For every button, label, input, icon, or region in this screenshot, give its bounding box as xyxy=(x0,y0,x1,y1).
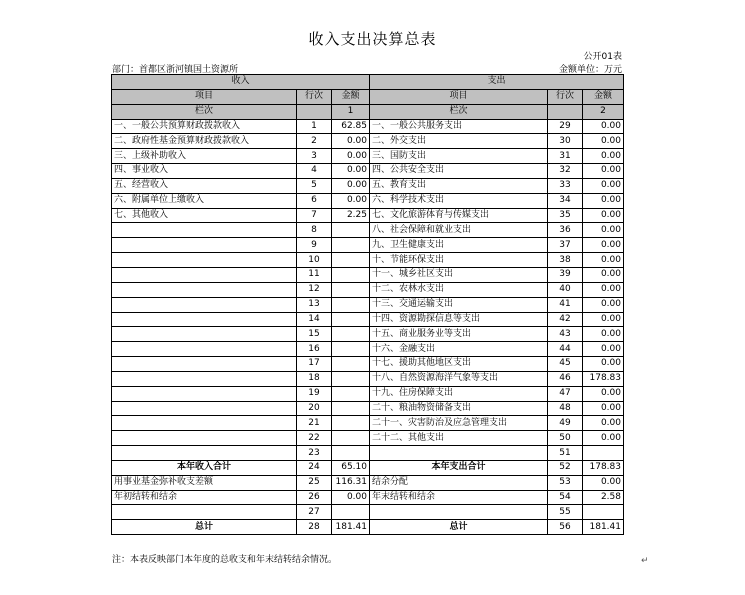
grand-total-expense-label: 总计 xyxy=(370,520,548,535)
expense-row-number: 48 xyxy=(548,401,583,416)
expense-amount-cell: 0.00 xyxy=(583,134,624,149)
income-column-label: 栏次 xyxy=(112,104,297,119)
table-row xyxy=(112,149,624,164)
expense-item-cell: 三、国防支出 xyxy=(370,149,548,164)
expense-row-number: 45 xyxy=(548,357,583,372)
income-item-cell xyxy=(112,282,297,297)
table-row xyxy=(112,357,624,372)
income-item-cell: 用事业基金弥补收支差额 xyxy=(112,475,297,490)
income-item-cell xyxy=(112,297,297,312)
year-income-total-label: 本年收入合计 xyxy=(112,460,297,475)
income-amount-cell xyxy=(332,357,370,372)
expense-amount-cell: 0.00 xyxy=(583,267,624,282)
grand-total-row xyxy=(112,520,624,535)
expense-item-cell: 十七、援助其他地区支出 xyxy=(370,357,548,372)
empty-cell xyxy=(548,104,583,119)
income-column-index: 1 xyxy=(332,104,370,119)
income-amount-cell xyxy=(332,505,370,520)
table-row xyxy=(112,371,624,386)
income-row-number: 11 xyxy=(297,267,332,282)
income-item-cell: 年初结转和结余 xyxy=(112,490,297,505)
table-row xyxy=(112,282,624,297)
expense-row-number: 36 xyxy=(548,223,583,238)
expense-row-number: 38 xyxy=(548,253,583,268)
expense-item-cell: 二十、粮油物资储备支出 xyxy=(370,401,548,416)
expense-item-cell: 十九、住房保障支出 xyxy=(370,386,548,401)
expense-row-number: 41 xyxy=(548,297,583,312)
expense-row-number: 31 xyxy=(548,149,583,164)
expense-amount-cell xyxy=(583,446,624,461)
income-row-number: 19 xyxy=(297,386,332,401)
table-row xyxy=(112,238,624,253)
income-row-number: 17 xyxy=(297,357,332,372)
income-item-cell: 七、其他收入 xyxy=(112,208,297,223)
income-item-cell xyxy=(112,505,297,520)
expense-amount-cell: 0.00 xyxy=(583,119,624,134)
expense-amount-cell: 0.00 xyxy=(583,342,624,357)
expense-amount-cell: 0.00 xyxy=(583,149,624,164)
income-amount-cell: 0.00 xyxy=(332,149,370,164)
income-item-cell xyxy=(112,327,297,342)
income-row-number: 25 xyxy=(297,475,332,490)
expense-amount-cell: 0.00 xyxy=(583,431,624,446)
expense-row-number: 47 xyxy=(548,386,583,401)
expense-item-cell: 四、公共安全支出 xyxy=(370,164,548,179)
year-expense-row-number: 52 xyxy=(548,460,583,475)
income-amount-cell xyxy=(332,371,370,386)
expense-amount-cell: 0.00 xyxy=(583,282,624,297)
expense-item-cell: 五、教育支出 xyxy=(370,178,548,193)
income-row-number: 10 xyxy=(297,253,332,268)
income-item-cell: 五、经营收入 xyxy=(112,178,297,193)
unit-label: 金额单位：万元 xyxy=(558,65,622,75)
table-row xyxy=(112,505,624,520)
year-income-row-number: 24 xyxy=(297,460,332,475)
income-row-number: 1 xyxy=(297,119,332,134)
expense-row-number: 30 xyxy=(548,134,583,149)
expense-item-cell: 十四、资源勘探信息等支出 xyxy=(370,312,548,327)
table-row xyxy=(112,312,624,327)
expense-item-cell xyxy=(370,505,548,520)
income-item-cell xyxy=(112,386,297,401)
table-row xyxy=(112,178,624,193)
expense-item-cell: 十五、商业服务业等支出 xyxy=(370,327,548,342)
income-rowno-header: 行次 xyxy=(297,89,332,104)
income-item-cell xyxy=(112,267,297,282)
expense-amount-cell: 0.00 xyxy=(583,475,624,490)
expense-item-cell: 十二、农林水支出 xyxy=(370,282,548,297)
year-expense-total-amount: 178.83 xyxy=(583,460,624,475)
income-item-cell xyxy=(112,342,297,357)
expense-item-cell: 年末结转和结余 xyxy=(370,490,548,505)
expense-amount-cell: 0.00 xyxy=(583,386,624,401)
income-row-number: 15 xyxy=(297,327,332,342)
income-amount-cell xyxy=(332,327,370,342)
table-row xyxy=(112,223,624,238)
income-item-cell: 六、附属单位上缴收入 xyxy=(112,193,297,208)
column-index-row xyxy=(112,104,624,119)
table-row xyxy=(112,416,624,431)
expense-row-number: 55 xyxy=(548,505,583,520)
expense-amount-cell: 0.00 xyxy=(583,357,624,372)
table-row xyxy=(112,386,624,401)
expense-header: 支出 xyxy=(370,75,624,90)
expense-item-cell: 七、文化旅游体育与传媒支出 xyxy=(370,208,548,223)
income-amount-cell: 0.00 xyxy=(332,178,370,193)
income-amount-cell: 0.00 xyxy=(332,490,370,505)
column-header-row xyxy=(112,89,624,104)
table-row xyxy=(112,193,624,208)
income-amount-cell xyxy=(332,223,370,238)
income-row-number: 18 xyxy=(297,371,332,386)
income-row-number: 9 xyxy=(297,238,332,253)
expense-row-number: 50 xyxy=(548,431,583,446)
income-amount-cell xyxy=(332,342,370,357)
expense-item-cell: 十三、交通运输支出 xyxy=(370,297,548,312)
income-row-number: 4 xyxy=(297,164,332,179)
income-item-cell xyxy=(112,431,297,446)
expense-row-number: 43 xyxy=(548,327,583,342)
income-amount-cell: 0.00 xyxy=(332,164,370,179)
grand-total-income-row-number: 28 xyxy=(297,520,332,535)
income-amount-header: 金额 xyxy=(332,89,370,104)
income-item-cell xyxy=(112,371,297,386)
empty-cell xyxy=(297,104,332,119)
paragraph-mark-icon: ↵ xyxy=(641,556,649,566)
income-expense-table xyxy=(111,74,624,535)
income-amount-cell xyxy=(332,446,370,461)
income-row-number: 16 xyxy=(297,342,332,357)
expense-item-cell: 十八、自然资源海洋气象等支出 xyxy=(370,371,548,386)
expense-row-number: 33 xyxy=(548,178,583,193)
expense-rowno-header: 行次 xyxy=(548,89,583,104)
income-row-number: 22 xyxy=(297,431,332,446)
expense-item-cell: 结余分配 xyxy=(370,475,548,490)
year-expense-total-label: 本年支出合计 xyxy=(370,460,548,475)
expense-row-number: 51 xyxy=(548,446,583,461)
income-amount-cell: 2.25 xyxy=(332,208,370,223)
income-row-number: 20 xyxy=(297,401,332,416)
income-item-cell: 三、上级补助收入 xyxy=(112,149,297,164)
expense-amount-cell: 178.83 xyxy=(583,371,624,386)
income-row-number: 14 xyxy=(297,312,332,327)
expense-amount-cell xyxy=(583,505,624,520)
income-item-cell: 二、政府性基金预算财政拨款收入 xyxy=(112,134,297,149)
footnote: 注：本表反映部门本年度的总收支和年末结转结余情况。 xyxy=(112,555,338,565)
income-row-number: 12 xyxy=(297,282,332,297)
income-item-cell: 一、一般公共预算财政拨款收入 xyxy=(112,119,297,134)
table-row xyxy=(112,490,624,505)
table-row xyxy=(112,297,624,312)
income-item-cell xyxy=(112,223,297,238)
table-row xyxy=(112,327,624,342)
income-row-number: 23 xyxy=(297,446,332,461)
income-row-number: 2 xyxy=(297,134,332,149)
table-row xyxy=(112,475,624,490)
expense-amount-cell: 0.00 xyxy=(583,193,624,208)
expense-amount-cell: 0.00 xyxy=(583,253,624,268)
income-row-number: 26 xyxy=(297,490,332,505)
income-item-cell xyxy=(112,446,297,461)
expense-row-number: 39 xyxy=(548,267,583,282)
expense-item-cell: 十一、城乡社区支出 xyxy=(370,267,548,282)
expense-row-number: 32 xyxy=(548,164,583,179)
income-amount-cell xyxy=(332,401,370,416)
expense-amount-cell: 0.00 xyxy=(583,208,624,223)
expense-row-number: 40 xyxy=(548,282,583,297)
expense-item-cell: 八、社会保障和就业支出 xyxy=(370,223,548,238)
income-header: 收入 xyxy=(112,75,370,90)
income-amount-cell: 0.00 xyxy=(332,193,370,208)
expense-column-index: 2 xyxy=(583,104,624,119)
income-row-number: 5 xyxy=(297,178,332,193)
expense-item-cell: 二、外交支出 xyxy=(370,134,548,149)
department-label: 部门：首都区浙河镇国土资源所 xyxy=(112,65,239,75)
grand-total-expense-row-number: 56 xyxy=(548,520,583,535)
expense-row-number: 53 xyxy=(548,475,583,490)
expense-item-cell: 二十二、其他支出 xyxy=(370,431,548,446)
table-row xyxy=(112,401,624,416)
income-item-cell xyxy=(112,253,297,268)
income-row-number: 6 xyxy=(297,193,332,208)
income-row-number: 7 xyxy=(297,208,332,223)
income-amount-cell xyxy=(332,238,370,253)
expense-amount-cell: 0.00 xyxy=(583,238,624,253)
income-amount-cell xyxy=(332,253,370,268)
expense-amount-cell: 0.00 xyxy=(583,223,624,238)
expense-amount-cell: 0.00 xyxy=(583,297,624,312)
expense-amount-cell: 0.00 xyxy=(583,401,624,416)
income-row-number: 21 xyxy=(297,416,332,431)
income-amount-cell xyxy=(332,267,370,282)
income-amount-cell: 62.85 xyxy=(332,119,370,134)
expense-item-header: 项目 xyxy=(370,89,548,104)
expense-amount-cell: 0.00 xyxy=(583,312,624,327)
income-item-cell xyxy=(112,357,297,372)
expense-amount-cell: 0.00 xyxy=(583,416,624,431)
expense-row-number: 44 xyxy=(548,342,583,357)
expense-row-number: 29 xyxy=(548,119,583,134)
table-row xyxy=(112,119,624,134)
income-row-number: 3 xyxy=(297,149,332,164)
expense-amount-cell: 0.00 xyxy=(583,327,624,342)
income-row-number: 8 xyxy=(297,223,332,238)
grand-total-income-amount: 181.41 xyxy=(332,520,370,535)
expense-amount-cell: 0.00 xyxy=(583,178,624,193)
page-title: 收入支出决算总表 xyxy=(308,30,437,48)
income-amount-cell xyxy=(332,282,370,297)
expense-item-cell: 九、卫生健康支出 xyxy=(370,238,548,253)
income-amount-cell xyxy=(332,431,370,446)
income-amount-cell xyxy=(332,416,370,431)
income-amount-cell xyxy=(332,297,370,312)
income-item-cell xyxy=(112,401,297,416)
expense-row-number: 54 xyxy=(548,490,583,505)
table-row xyxy=(112,342,624,357)
expense-amount-cell: 0.00 xyxy=(583,164,624,179)
expense-row-number: 34 xyxy=(548,193,583,208)
income-amount-cell xyxy=(332,312,370,327)
expense-column-label: 栏次 xyxy=(370,104,548,119)
expense-item-cell: 六、科学技术支出 xyxy=(370,193,548,208)
income-item-cell xyxy=(112,312,297,327)
table-row xyxy=(112,446,624,461)
expense-item-cell: 一、一般公共服务支出 xyxy=(370,119,548,134)
expense-item-cell: 十六、金融支出 xyxy=(370,342,548,357)
income-row-number: 27 xyxy=(297,505,332,520)
expense-row-number: 35 xyxy=(548,208,583,223)
income-amount-cell: 0.00 xyxy=(332,134,370,149)
year-total-row xyxy=(112,460,624,475)
income-item-cell xyxy=(112,238,297,253)
income-amount-cell: 116.31 xyxy=(332,475,370,490)
expense-item-cell: 二十一、灾害防治及应急管理支出 xyxy=(370,416,548,431)
expense-row-number: 46 xyxy=(548,371,583,386)
section-header-row xyxy=(112,75,624,90)
expense-row-number: 37 xyxy=(548,238,583,253)
expense-amount-header: 金额 xyxy=(583,89,624,104)
income-amount-cell xyxy=(332,386,370,401)
table-row xyxy=(112,253,624,268)
grand-total-income-label: 总计 xyxy=(112,520,297,535)
income-item-cell xyxy=(112,416,297,431)
table-row xyxy=(112,208,624,223)
grand-total-expense-amount: 181.41 xyxy=(583,520,624,535)
expense-amount-cell: 2.58 xyxy=(583,490,624,505)
table-row xyxy=(112,431,624,446)
year-income-total-amount: 65.10 xyxy=(332,460,370,475)
expense-row-number: 49 xyxy=(548,416,583,431)
income-row-number: 13 xyxy=(297,297,332,312)
expense-item-cell xyxy=(370,446,548,461)
income-item-cell: 四、事业收入 xyxy=(112,164,297,179)
income-item-header: 项目 xyxy=(112,89,297,104)
expense-row-number: 42 xyxy=(548,312,583,327)
table-row xyxy=(112,134,624,149)
expense-item-cell: 十、节能环保支出 xyxy=(370,253,548,268)
table-row xyxy=(112,164,624,179)
table-row xyxy=(112,267,624,282)
form-number: 公开01表 xyxy=(583,52,622,62)
